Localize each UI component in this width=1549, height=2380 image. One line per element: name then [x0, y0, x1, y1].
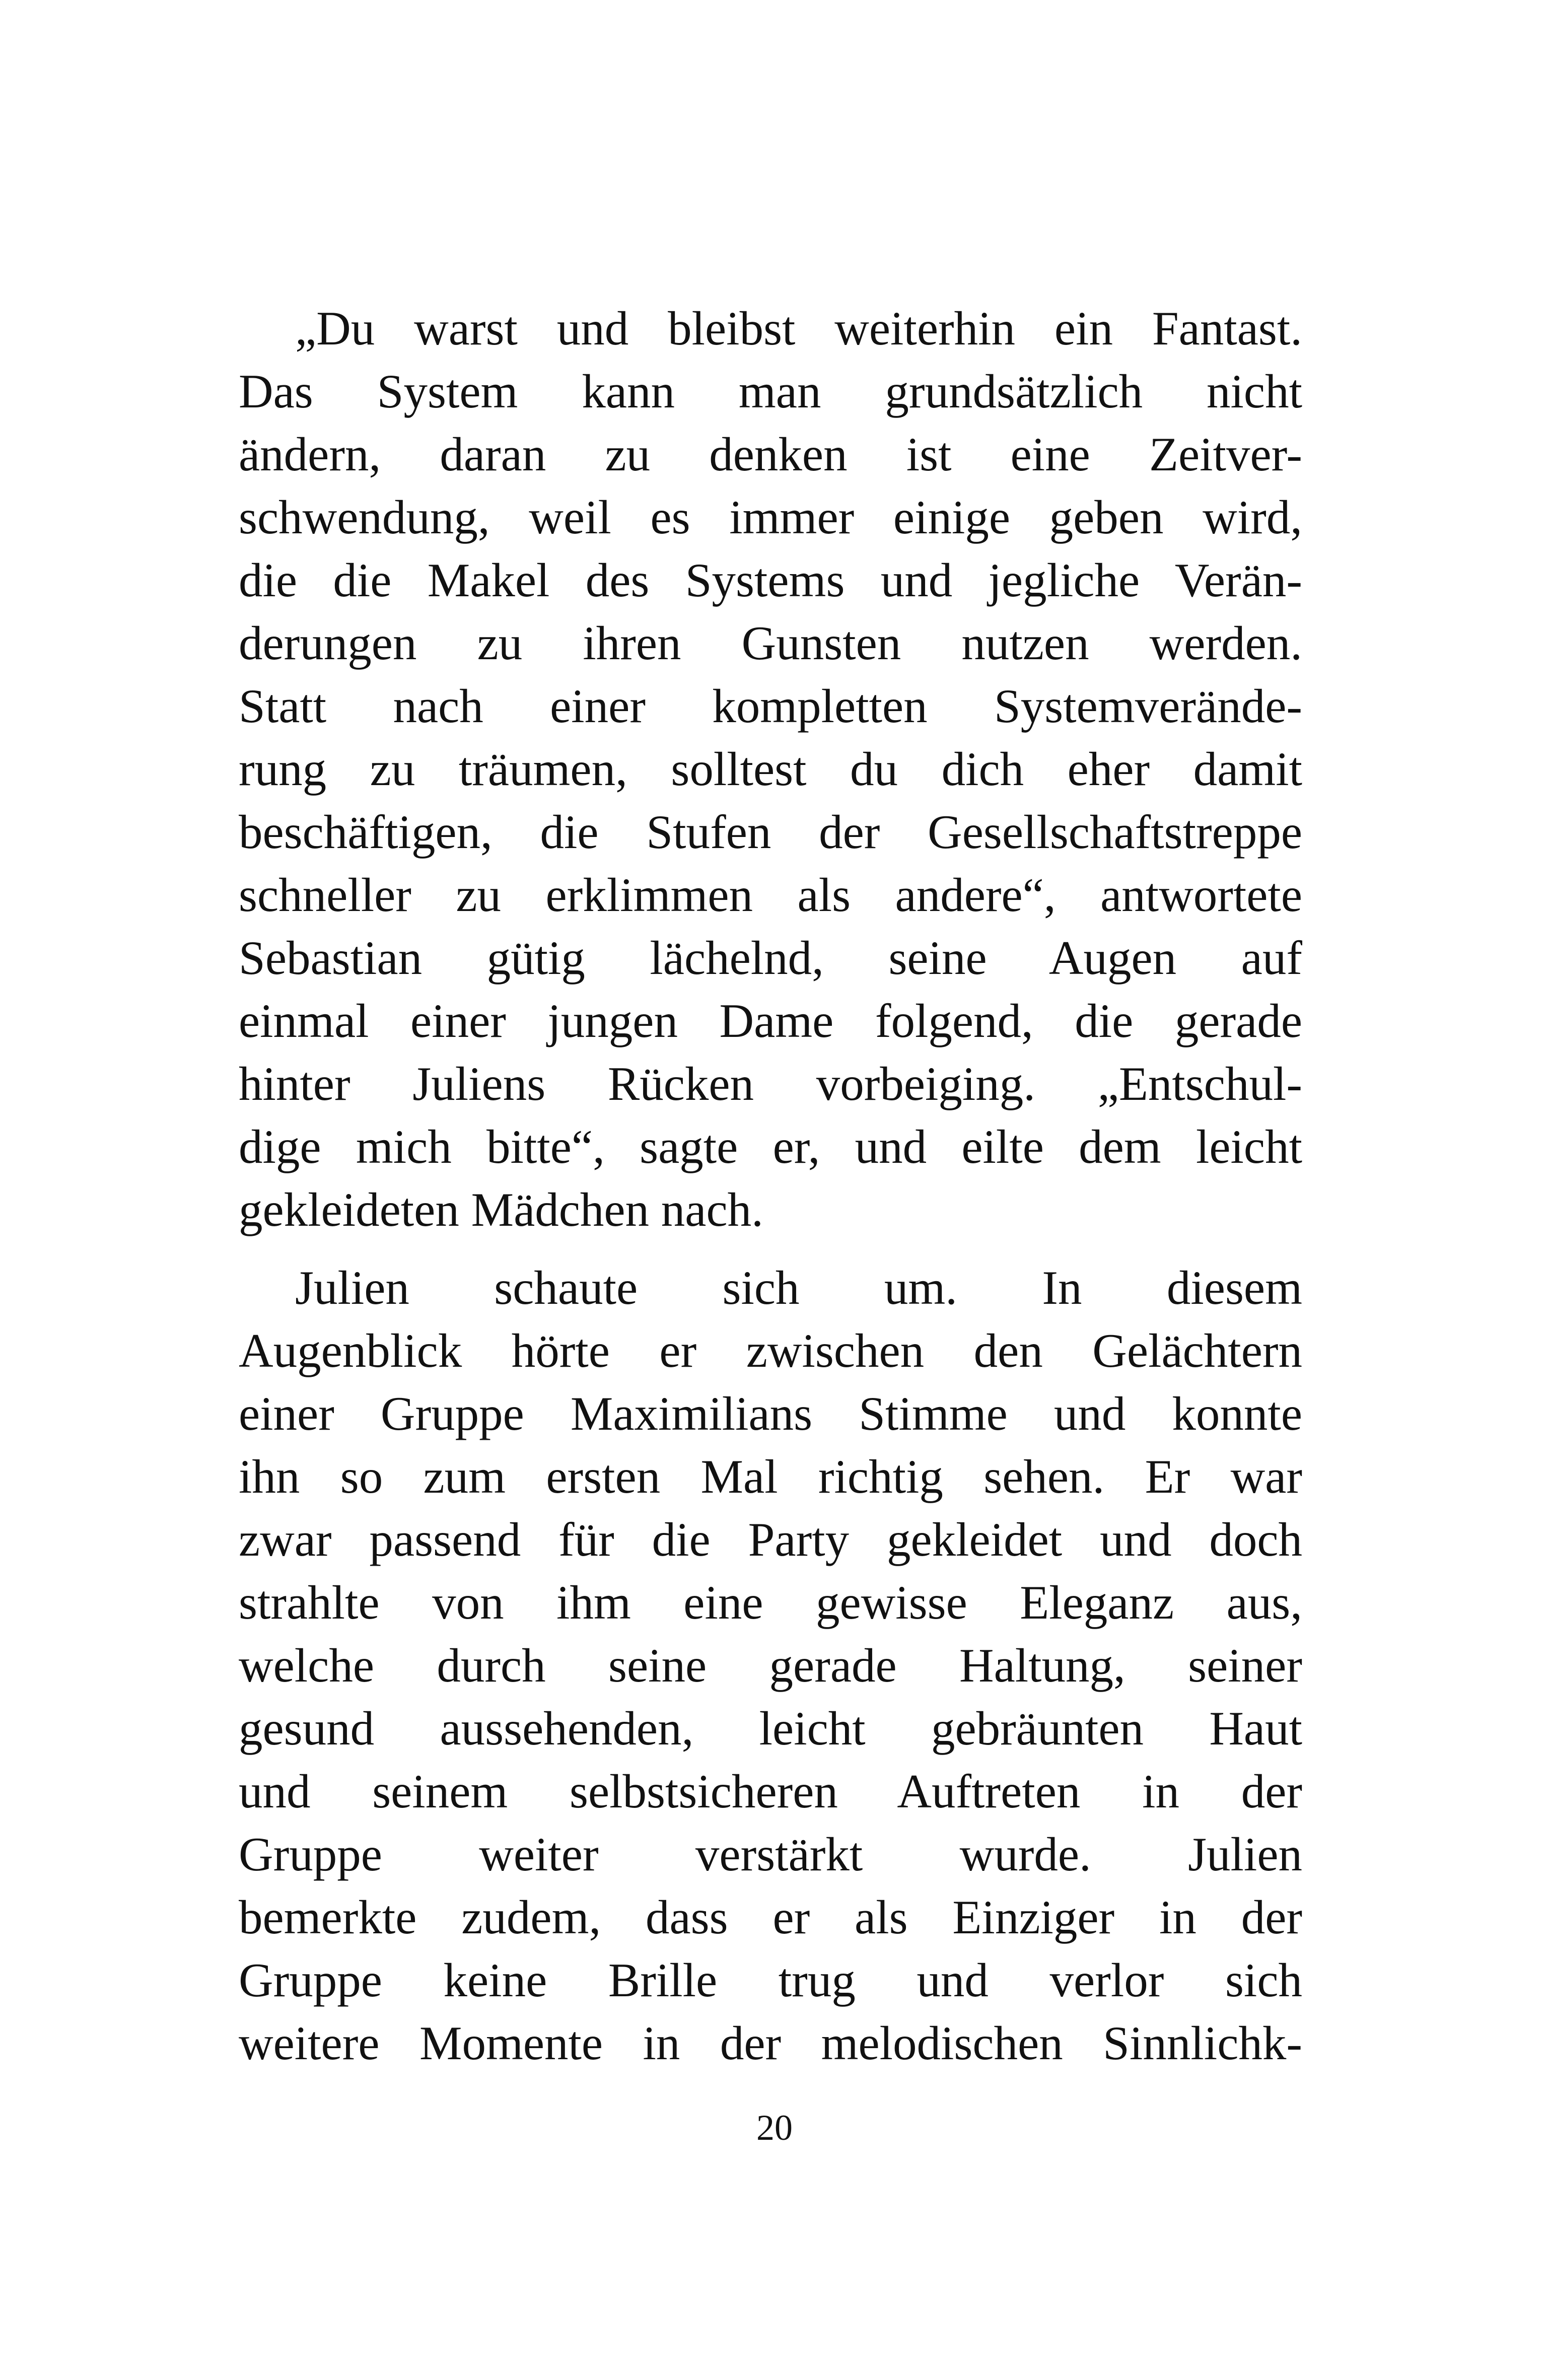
text-line: Gruppe keine Brille trug und verlor sich — [239, 1953, 1302, 2007]
text-line: ändern, daran zu denken ist eine Zeitver- — [239, 428, 1302, 481]
text-line: die die Makel des Systems und jegliche Verän- — [239, 553, 1302, 607]
text-line: derungen zu ihren Gunsten nutzen werden. — [239, 616, 1302, 670]
paragraph-gap — [239, 1241, 1302, 1256]
text-line: weitere Momente in der melodischen Sinnlichk- — [239, 2016, 1302, 2070]
text-line: zwar passend für die Party gekleidet und doch — [239, 1513, 1302, 1566]
text-line: einer Gruppe Maximilians Stimme und konnte — [239, 1387, 1302, 1440]
text-line: gesund aussehenden, leicht gebräunten Haut — [239, 1702, 1302, 1755]
text-line: einmal einer jungen Dame folgend, die gerade — [239, 994, 1302, 1047]
text-line: ihn so zum ersten Mal richtig sehen. Er war — [239, 1450, 1302, 1503]
text-line: beschäftigen, die Stufen der Gesellschaftstreppe — [239, 805, 1302, 859]
text-line: gekleideten Mädchen nach. — [239, 1183, 763, 1236]
text-line: Statt nach einer kompletten Systemverände- — [239, 679, 1302, 733]
text-line: Das System kann man grundsätzlich nicht — [239, 365, 1302, 418]
page-number: 20 — [756, 2108, 793, 2148]
text-line: und seinem selbstsicheren Auftreten in der — [239, 1765, 1302, 1818]
text-line: bemerkte zudem, dass er als Einziger in der — [239, 1891, 1302, 1944]
paragraph-2 — [239, 1256, 1302, 2075]
text-line: strahlte von ihm eine gewisse Eleganz aus, — [239, 1576, 1302, 1629]
text-line: hinter Juliens Rücken vorbeiging. „Entschul- — [239, 1057, 1302, 1110]
page-body — [239, 297, 1302, 2075]
text-line: Gruppe weiter verstärkt wurde. Julien — [239, 1828, 1302, 1881]
text-line: Augenblick hörte er zwischen den Gelächtern — [239, 1324, 1302, 1377]
text-line: schwendung, weil es immer einige geben wird, — [239, 491, 1302, 544]
text-line: rung zu träumen, solltest du dich eher damit — [239, 742, 1302, 796]
text-line: „Du warst und bleibst weiterhin ein Fantast. — [295, 302, 1302, 355]
text-line: Julien schaute sich um. In diesem — [295, 1261, 1302, 1314]
text-line: welche durch seine gerade Haltung, seiner — [239, 1639, 1302, 1692]
text-line: schneller zu erklimmen als andere“, antwortete — [239, 868, 1302, 922]
text-line: Sebastian gütig lächelnd, seine Augen auf — [239, 931, 1302, 985]
text-line: dige mich bitte“, sagte er, und eilte dem leicht — [239, 1120, 1302, 1173]
paragraph-1 — [239, 297, 1302, 1241]
